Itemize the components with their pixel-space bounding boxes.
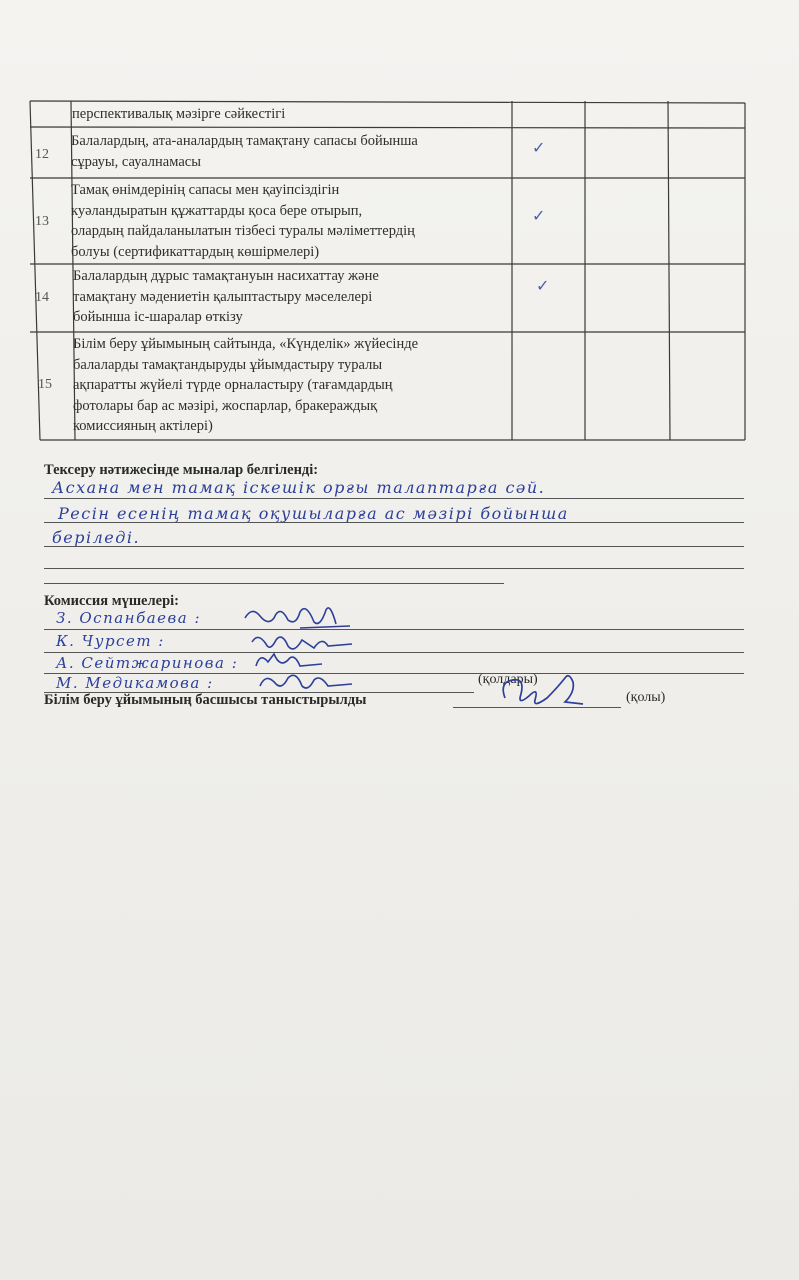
underline bbox=[44, 652, 744, 653]
underline bbox=[44, 546, 744, 547]
row-text-line: перспективалық мәзірге сәйкестігі bbox=[72, 106, 286, 122]
row-text-line: Білім беру ұйымының сайтында, «Күнделік» жүйесінде bbox=[73, 336, 419, 352]
commission-member-name: З. Оспанбаева : bbox=[56, 609, 202, 627]
table-row bbox=[73, 266, 379, 328]
row-text-line: сұрауы, сауалнамасы bbox=[71, 153, 201, 170]
row-number: 12 bbox=[35, 147, 49, 162]
table-row bbox=[71, 180, 415, 262]
row-text-line: ақпаратты жүйелі түрде орналастыру (тағамдардың bbox=[73, 377, 393, 393]
row-number: 15 bbox=[38, 377, 52, 392]
table-row bbox=[72, 104, 285, 125]
row-text-line: балаларды тамақтандыруды ұйымдастыру туралы bbox=[73, 356, 383, 373]
head-acknowledged-label: Білім беру ұйымының басшысы таныстырылды bbox=[44, 692, 367, 708]
handwritten-finding-line: Асхана мен тамақ іскешік орғы талаптарға сәй. bbox=[52, 478, 546, 497]
row-text-line: олардың пайдаланылатын тізбесі туралы мәліметтердің bbox=[71, 223, 415, 239]
signature-label: (қолы) bbox=[626, 690, 666, 705]
row-text-line: болуы (сертификаттардың көшірмелері) bbox=[71, 243, 320, 260]
commission-heading: Комиссия мүшелері: bbox=[44, 593, 179, 609]
row-number: 13 bbox=[35, 214, 49, 229]
signatures-label: (қолдары) bbox=[478, 672, 538, 687]
row-text-line: комиссияның актілері) bbox=[73, 418, 213, 434]
check-mark-icon: ✓ bbox=[532, 138, 546, 157]
handwritten-finding-line: беріледі. bbox=[52, 528, 141, 547]
table-row bbox=[73, 334, 418, 437]
row-text-line: Балалардың, ата-аналардың тамақтану сапасы бойынша bbox=[71, 133, 418, 149]
row-number: 14 bbox=[35, 290, 49, 305]
row-text-line: тамақтану мәдениетін қалыптастыру мәселелері bbox=[73, 288, 373, 305]
findings-heading: Тексеру нәтижесінде мыналар белгіленді: bbox=[44, 462, 319, 478]
row-text-line: Тамақ өнімдерінің сапасы мен қауіпсіздігін bbox=[71, 182, 340, 198]
commission-member-name: К. Чурсет : bbox=[56, 632, 165, 650]
row-text-line: фотолары бар ас мәзірі, жоспарлар, бракераждық bbox=[73, 397, 378, 414]
handwritten-finding-line: Ресін есенің тамақ оқушыларға ас мәзірі бойынша bbox=[58, 504, 569, 523]
underline bbox=[44, 583, 504, 584]
row-text-line: куәландыратын құжаттарды қоса бере отырып, bbox=[71, 202, 363, 219]
commission-member-name: М. Медикамова : bbox=[56, 674, 214, 692]
check-mark-icon: ✓ bbox=[532, 206, 546, 225]
row-text-line: бойынша іс-шаралар өткізу bbox=[73, 309, 243, 325]
signature-icon bbox=[240, 598, 360, 632]
row-text-line: Балалардың дұрыс тамақтануын насихаттау және bbox=[73, 268, 379, 284]
underline bbox=[44, 629, 744, 630]
check-mark-icon: ✓ bbox=[536, 276, 550, 295]
underline bbox=[44, 498, 744, 499]
table-row bbox=[71, 131, 418, 172]
commission-member-name: А. Сейтжаринова : bbox=[56, 654, 239, 672]
underline bbox=[44, 568, 744, 569]
signature-icon bbox=[495, 668, 585, 712]
